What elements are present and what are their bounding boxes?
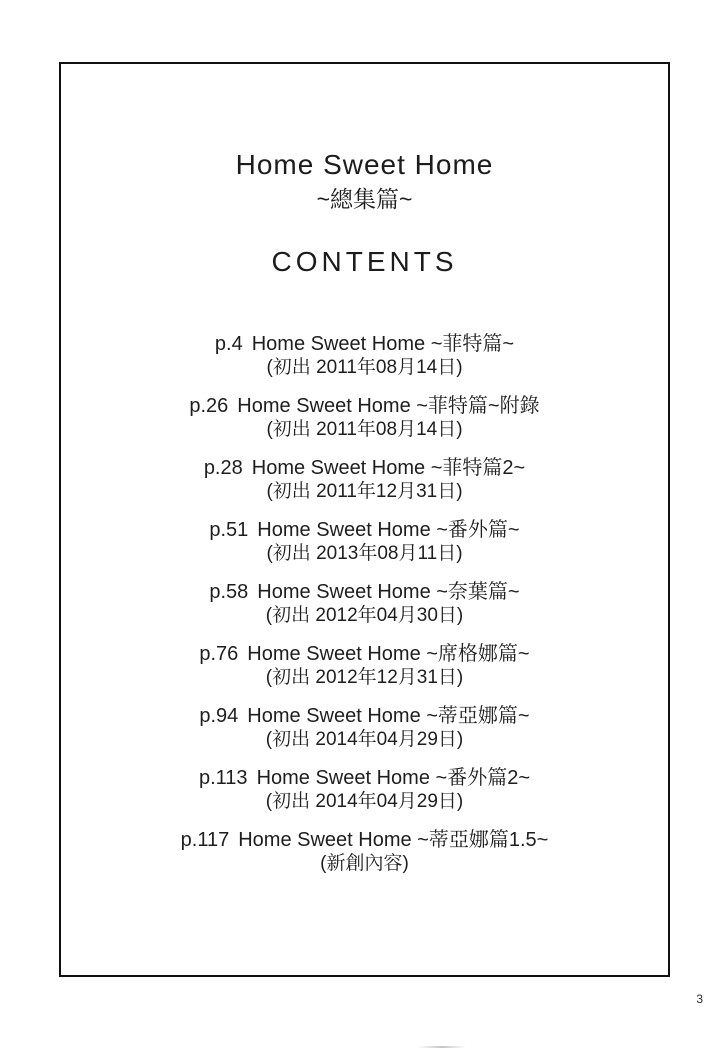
title-block	[61, 151, 668, 211]
entry-page-ref: p.28	[203, 457, 243, 479]
entry-title-line	[61, 457, 668, 480]
entry-title: Home Sweet Home ~番外篇~	[257, 519, 520, 541]
entry-title: Home Sweet Home ~蒂亞娜篇1.5~	[238, 829, 549, 851]
contents-entry	[61, 581, 668, 627]
entry-title-line	[61, 333, 668, 356]
entry-page-ref: p.26	[189, 395, 229, 417]
contents-entry	[61, 767, 668, 813]
contents-entry	[61, 333, 668, 379]
entry-page-ref: p.4	[214, 333, 243, 355]
entry-page-ref: p.58	[209, 581, 249, 603]
page-border-frame	[59, 62, 670, 977]
page-number: 3	[696, 992, 703, 1006]
entry-page-ref: p.76	[199, 643, 239, 665]
entry-title: Home Sweet Home ~番外篇2~	[256, 767, 530, 789]
entry-first-publication-note: (初出 2013年08月11日)	[266, 543, 463, 564]
entry-title: Home Sweet Home ~蒂亞娜篇~	[247, 705, 530, 727]
entry-first-publication-note: (初出 2012年04月30日)	[265, 605, 464, 626]
entry-first-publication-note: (初出 2012年12月31日)	[265, 667, 464, 688]
entry-title: Home Sweet Home ~奈葉篇~	[257, 581, 520, 603]
entry-title: Home Sweet Home ~席格娜篇~	[247, 643, 530, 665]
entry-title: Home Sweet Home ~菲特篇2~	[251, 457, 526, 479]
entry-title-line	[61, 581, 668, 604]
scan-artifact	[418, 1046, 466, 1048]
entry-title: Home Sweet Home ~菲特篇~	[251, 333, 515, 355]
entry-page-ref: p.51	[209, 519, 249, 541]
contents-entry	[61, 395, 668, 441]
entry-title-line	[61, 829, 668, 852]
book-subtitle: ~總集篇~	[316, 186, 413, 212]
entry-title-line	[61, 705, 668, 728]
entry-title-line	[61, 767, 668, 790]
entry-first-publication-note: (新創內容)	[320, 853, 409, 874]
contents-list	[61, 333, 668, 875]
contents-heading: CONTENTS	[271, 246, 458, 277]
book-title: Home Sweet Home	[235, 149, 494, 180]
contents-entry	[61, 705, 668, 751]
entry-title-line	[61, 395, 668, 418]
contents-entry	[61, 519, 668, 565]
contents-entry	[61, 643, 668, 689]
entry-page-ref: p.94	[199, 705, 239, 727]
entry-first-publication-note: (初出 2011年12月31日)	[266, 481, 463, 502]
entry-title: Home Sweet Home ~菲特篇~附錄	[237, 395, 540, 417]
contents-entry	[61, 457, 668, 503]
entry-first-publication-note: (初出 2011年08月14日)	[266, 419, 463, 440]
entry-title-line	[61, 643, 668, 666]
contents-entry	[61, 829, 668, 875]
entry-title-line	[61, 519, 668, 542]
entry-page-ref: p.117	[180, 829, 230, 851]
entry-first-publication-note: (初出 2011年08月14日)	[266, 357, 463, 378]
entry-first-publication-note: (初出 2014年04月29日)	[265, 729, 464, 750]
entry-first-publication-note: (初出 2014年04月29日)	[265, 791, 464, 812]
entry-page-ref: p.113	[198, 767, 248, 789]
